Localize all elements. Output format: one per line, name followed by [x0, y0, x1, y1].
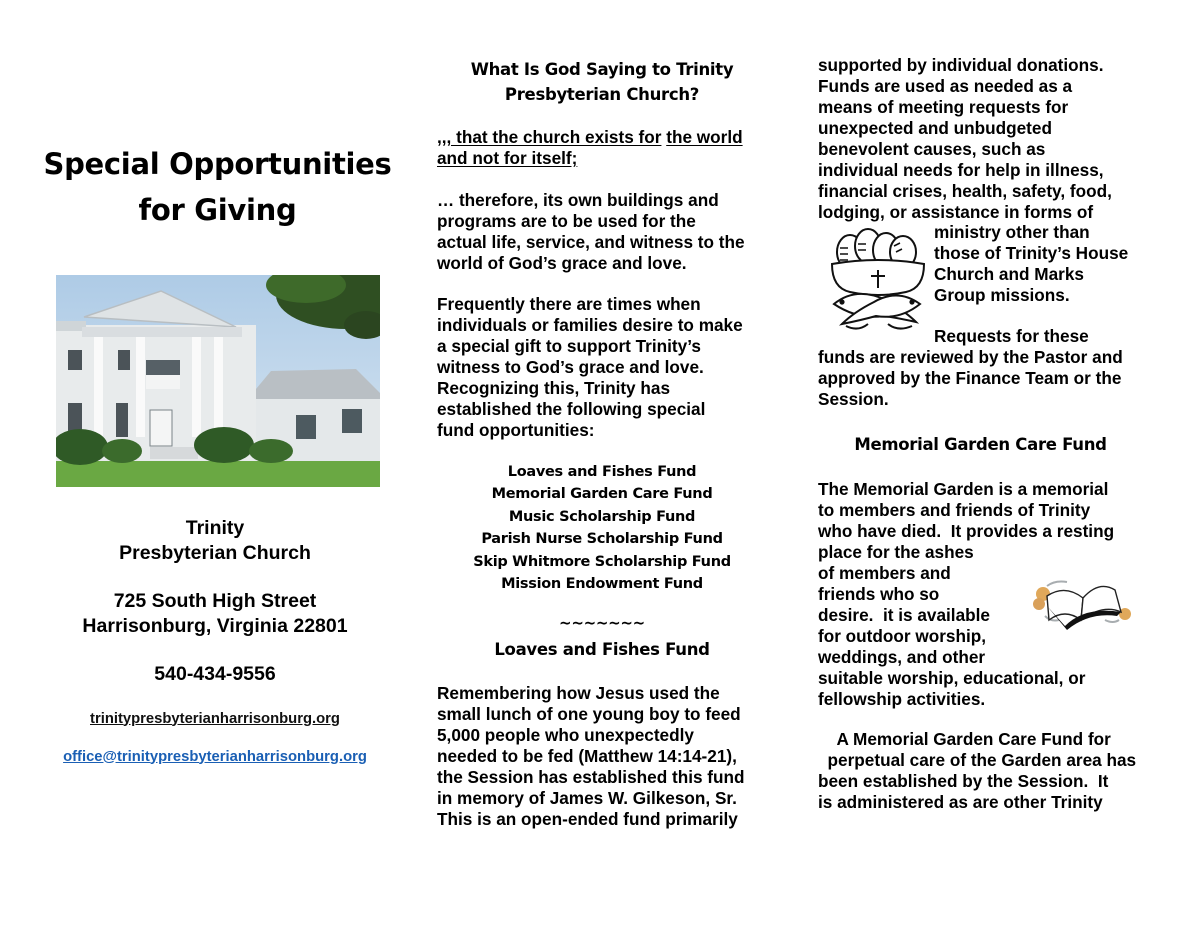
- text-line: needed to be fed (Matthew 14:14-21),: [437, 746, 737, 766]
- paragraph-therefore: [437, 190, 745, 274]
- church-contact-info: [40, 516, 390, 767]
- phone-number: 540-434-9556: [154, 663, 276, 685]
- text-line: fellowship activities.: [818, 689, 986, 709]
- text-line: A Memorial Garden Care Fund for: [818, 729, 1111, 749]
- text-line: supported by individual donations.: [818, 55, 1104, 75]
- paragraph-loaves-and-fishes: [437, 683, 745, 830]
- text-line: individuals or families desire to make: [437, 315, 743, 335]
- text-line: a special gift to support Trinity’s: [437, 336, 701, 356]
- text-line: the Session has established this fund: [437, 767, 745, 787]
- text-line: place for the ashes: [818, 542, 974, 562]
- fund-list-item: Parish Nurse Scholarship Fund: [481, 531, 723, 548]
- title-line: Special Opportunities: [43, 147, 392, 181]
- text-line: been established by the Session. It: [818, 771, 1109, 791]
- email-link[interactable]: office@trinitypresbyterianharrisonburg.org: [63, 748, 367, 765]
- fund-list-item: Memorial Garden Care Fund: [491, 486, 713, 503]
- text-line: friends who so: [818, 584, 940, 604]
- loaves-and-fishes-icon: [828, 226, 928, 334]
- street-address: 725 South High Street: [113, 590, 317, 612]
- text-line: who have died. It provides a resting: [818, 521, 1115, 541]
- underlined-quote: [437, 127, 743, 169]
- text-line: in memory of James W. Gilkeson, Sr.: [437, 788, 737, 808]
- church-name-line: Trinity: [185, 517, 245, 539]
- text-line: fund opportunities:: [437, 420, 595, 440]
- text-line: of members and: [818, 563, 951, 583]
- text-line: those of Trinity’s House: [934, 243, 1129, 263]
- quote-part: ,,, that the church exists for: [437, 127, 662, 147]
- open-bible-icon: [1025, 576, 1140, 631]
- text-line: lodging, or assistance in forms of: [818, 202, 1094, 222]
- section-heading-loaves-and-fishes: Loaves and Fishes Fund: [494, 640, 710, 659]
- text-line: Group missions.: [934, 285, 1070, 305]
- text-line: to members and friends of Trinity: [818, 500, 1091, 520]
- text-line: Requests for these: [934, 326, 1089, 346]
- text-line: desire. it is available: [818, 605, 990, 625]
- title-line: for Giving: [138, 193, 297, 227]
- text-line: world of God’s grace and love.: [437, 253, 687, 273]
- fund-list-item: Music Scholarship Fund: [508, 508, 696, 525]
- church-building-photo: [56, 275, 380, 487]
- text-line: Funds are used as needed as a: [818, 76, 1073, 96]
- text-line: Church and Marks: [934, 264, 1084, 284]
- fund-list-item: Mission Endowment Fund: [501, 576, 703, 593]
- fund-list: [437, 461, 767, 595]
- text-line: means of meeting requests for: [818, 97, 1069, 117]
- text-line: for outdoor worship,: [818, 626, 987, 646]
- text-line: perpetual care of the Garden area has: [818, 750, 1137, 770]
- text-line: weddings, and other: [818, 647, 986, 667]
- paragraph-frequently: [437, 294, 743, 441]
- text-line: ministry other than: [934, 222, 1090, 242]
- text-line: … therefore, its own buildings and: [437, 190, 719, 210]
- heading-line: What Is God Saying to Trinity: [470, 60, 734, 79]
- paragraph-ministry: [934, 222, 1128, 306]
- text-line: approved by the Finance Team or the: [818, 368, 1122, 388]
- text-line: programs are to be used for the: [437, 211, 696, 231]
- text-line: unexpected and unbudgeted: [818, 118, 1052, 138]
- text-line: Recognizing this, Trinity has: [437, 378, 671, 398]
- text-line: Frequently there are times when: [437, 294, 701, 314]
- text-line: small lunch of one young boy to feed: [437, 704, 741, 724]
- text-line: Remembering how Jesus used the: [437, 683, 720, 703]
- paragraph-requests: [818, 326, 1123, 410]
- text-line: The Memorial Garden is a memorial: [818, 479, 1109, 499]
- fund-list-item: Loaves and Fishes Fund: [507, 464, 697, 480]
- paragraph-fund-usage: [818, 55, 1112, 223]
- text-line: witness to God’s grace and love.: [437, 357, 704, 377]
- text-line: suitable worship, educational, or: [818, 668, 1086, 688]
- text-line: individual needs for help in illness,: [818, 160, 1104, 180]
- city-state-zip: Harrisonburg, Virginia 22801: [82, 614, 348, 637]
- quote-line: and not for itself;: [437, 148, 578, 168]
- text-line: is administered as are other Trinity: [818, 792, 1103, 812]
- fund-list-item: Skip Whitmore Scholarship Fund: [473, 553, 731, 570]
- text-line: This is an open-ended fund primarily: [437, 809, 738, 829]
- text-line: 5,000 people who unexpectedly: [437, 725, 694, 745]
- website-link[interactable]: trinitypresbyterianharrisonburg.org: [90, 710, 340, 727]
- church-name-line: Presbyterian Church: [119, 541, 311, 564]
- text-line: Session.: [818, 389, 889, 409]
- text-line: benevolent causes, such as: [818, 139, 1046, 159]
- text-line: financial crises, health, safety, food,: [818, 181, 1112, 201]
- text-line: established the following special: [437, 399, 706, 419]
- heading-line: Presbyterian Church?: [504, 85, 700, 104]
- paragraph-garden-care-fund: [818, 729, 1136, 813]
- tilde-separator: ~~~~~~~: [559, 614, 645, 632]
- section-heading-memorial-garden: Memorial Garden Care Fund: [854, 435, 1107, 454]
- text-line: funds are reviewed by the Pastor and: [818, 347, 1123, 367]
- text-line: actual life, service, and witness to the: [437, 232, 745, 252]
- quote-part: the world: [666, 127, 743, 147]
- section-heading-what-is-god-saying: [437, 57, 767, 107]
- brochure-title: [40, 141, 395, 233]
